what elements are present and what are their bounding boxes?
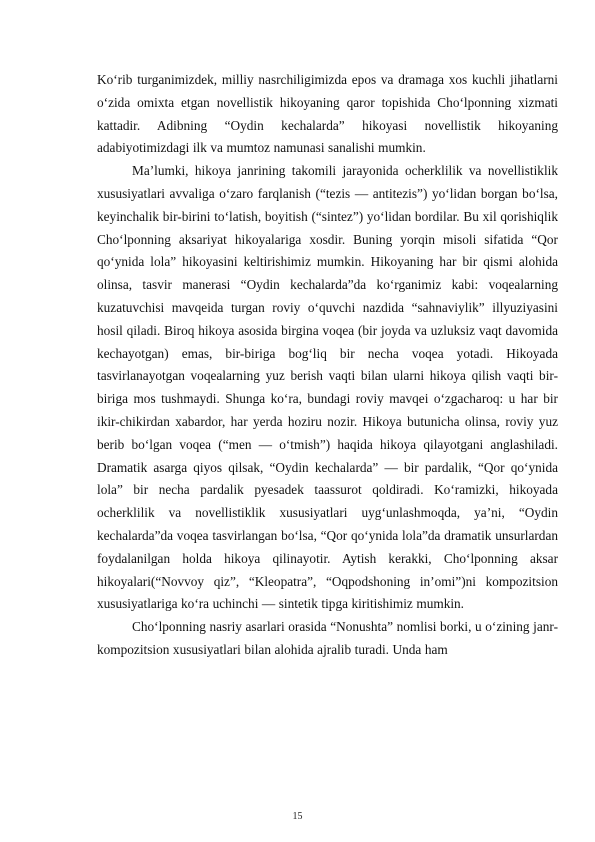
page-number: 15	[292, 811, 303, 822]
paragraph-2: Ma’lumki, hikoya janrining takomili jarayonida ocherklilik va novellistiklik xususiyatlari avvaliga o‘zaro farqlanish (“tezis — antitezis”) yo‘lidan borgan bo‘lsa, keyinchalik bir-birini to‘latish, boyitish (“sintez”) yo‘lidan bordilar. Bu xil qorishiqlik Cho‘lponning aksariyat hikoyalariga xosdir. Buning yorqin misoli sifatida “Qor qo‘ynida lola” hikoyasini keltirishimiz mumkin. Hikoyaning har bir qismi alohida olinsa, tasvir manerasi “Oydin kechalarda”da ko‘rganimiz kabi: voqealarning kuzatuvchisi mavqeida turgan roviy o‘quvchi nazdida “sahnaviylik” illyuziyasini hosil qiladi. Biroq hikoya asosida birgina voqea (bir joyda va uzluksiz vaqt davomida kechayotgan) emas, bir-biriga bog‘liq bir necha voqea yotadi. Hikoyada tasvirlanayotgan voqealarning yuz berish vaqti bilan ularni hikoya qilish vaqti bir-biriga mos tushmaydi. Shunga ko‘ra, bundagi roviy mavqei o‘zgacharoq: u har bir ikir-chikirdan xabardor, har yerda hoziru nozir. Hikoya butunicha olinsa, roviy yuz berib bo‘lgan voqea (“men — o‘tmish”) haqida hikoya qilayotgani anglashiladi. Dramatik asarga qiyos qilsak, “Oydin kechalarda” — bir pardalik, “Qor qo‘ynida lola” bir necha pardalik pyesadek taassurot qoldiradi. Ko‘ramizki, hikoyada ocherklilik va novellistiklik xususiyatlari uyg‘unlashmoqda, ya’ni, “Oydin kechalarda”da voqea tasvirlangan bo‘lsa, “Qor qo‘ynida lola”da dramatik unsurlardan foydalanilgan holda hikoya qilinayotir. Aytish kerakki, Cho‘lponning aksar hikoyalari(“Novvoy qiz”, “Kleopatra”, “Oqpodshoning in’omi”)ni kompozitsion xususiyatlariga ko‘ra uchinchi — sintetik tipga kiritishimiz mumkin.	[97, 163, 558, 612]
document-body	[97, 69, 558, 662]
paragraph-1: Ko‘rib turganimizdek, milliy nasrchiligimizda epos va dramaga xos kuchli jihatlarni o‘zida omixta etgan novellistik hikoyaning qaror topishida Cho‘lponning xizmati kattadir. Adibning “Oydin kechalarda” hikoyasi novellistik hikoyaning adabiyotimizdagi ilk va mumtoz namunasi sanalishi mumkin.	[97, 72, 558, 156]
paragraph-3: Cho‘lponning nasriy asarlari orasida “Nonushta” nomlisi borki, u o‘zining janr-kompozitsion xususiyatlari bilan alohida ajralib turadi. Unda ham	[97, 619, 558, 657]
